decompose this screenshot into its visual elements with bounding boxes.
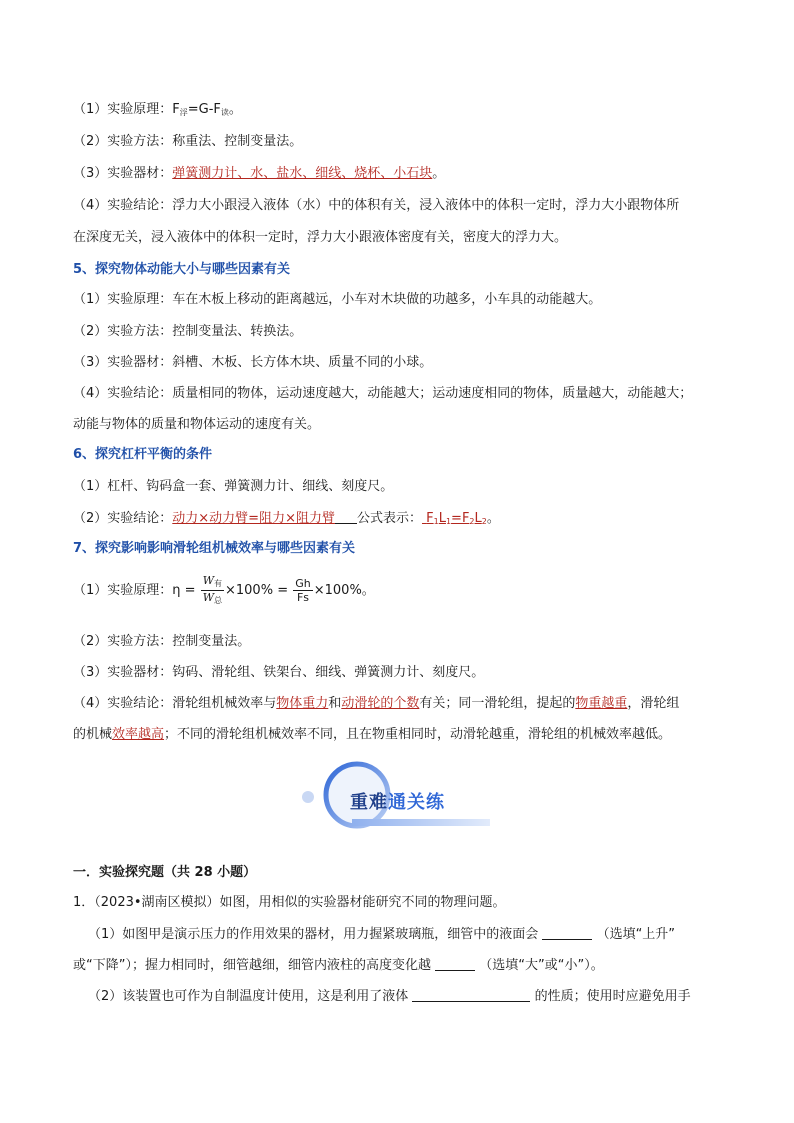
s4-method: （2）实验方法：称重法、控制变量法。: [73, 134, 303, 149]
answer-blank[interactable]: [435, 956, 475, 971]
s7-method: （2）实验方法：控制变量法。: [73, 634, 251, 649]
question-1-part-2: （2）该装置也可作为自制温度计使用，这是利用了液体 的性质；使用时应避免用手: [88, 989, 691, 1004]
answer-blank[interactable]: [542, 925, 592, 940]
s5-conclusion-line2: 动能与物体的质量和物体运动的速度有关。: [73, 417, 321, 432]
question-1-part-1-line2: 或“下降”）；握力相同时，细管越细，细管内液柱的高度变化越 （选填“大”或“小”）。: [73, 958, 604, 973]
s4-conclusion-line2: 在深度无关，浸入液体中的体积一定时，浮力大小跟液体密度有关，密度大的浮力大。: [73, 230, 568, 245]
s5-principle: （1）实验原理：车在木板上移动的距离越远，小车对木块做的功越多，小车具的动能越大。: [73, 292, 602, 307]
gh-fs-fraction: $\frac{Gh}{Fs}$: [295, 577, 311, 604]
exercise-heading: 一．实验探究题（共 28 小题）: [73, 865, 257, 880]
s4-equipment: （3）实验器材：弹簧测力计、水、盐水、细线、烧杯、小石块。: [73, 166, 446, 181]
answer-text: 弹簧测力计、水、盐水、细线、烧杯、小石块: [172, 166, 433, 181]
s6-equipment: （1）杠杆、钩码盒一套、弹簧测力计、细线、刻度尺。: [73, 479, 394, 494]
question-1-part-1-line1: （1）如图甲是演示压力的作用效果的器材，用力握紧玻璃瓶，细管中的液面会 （选填“上升”: [88, 927, 676, 942]
answer-text: 效率越高: [112, 727, 165, 742]
answer-text: 动力×动力臂=阻力×阻力臂: [172, 511, 335, 526]
formula-answer: $F_1L_1=F_2L_2$: [426, 511, 487, 526]
s6-conclusion: （2）实验结论：动力×动力臂=阻力×阻力臂 公式表示： $F_1L_1=F_2L_2$。: [73, 511, 500, 526]
answer-blank[interactable]: [412, 987, 530, 1002]
s4-conclusion-line1: （4）实验结论：浮力大小跟浸入液体（水）中的体积有关，浸入液体中的体积一定时，浮力大小跟物体所: [73, 198, 680, 213]
s5-equipment: （3）实验器材：斜槽、木板、长方体木块、质量不同的小球。: [73, 355, 433, 370]
banner-title: 重难通关练: [350, 792, 445, 813]
s5-title: 5、探究物体动能大小与哪些因素有关: [73, 262, 291, 277]
s7-title: 7、探究影响影响滑轮组机械效率与哪些因素有关: [73, 541, 356, 556]
s4-principle: （1）实验原理：$F_浮=G-F_读$。: [73, 102, 242, 117]
s5-method: （2）实验方法：控制变量法、转换法。: [73, 324, 303, 339]
s7-principle: （1）实验原理：η = $\frac{W_有}{W_总}$ ×100% = $\frac{Gh}{Fs}$ ×100%。: [73, 574, 375, 605]
answer-text: 物重越重: [575, 696, 628, 711]
s7-conclusion-line1: （4）实验结论：滑轮组机械效率与物体重力和动滑轮的个数有关；同一滑轮组，提起的物重越重，滑轮组: [73, 696, 680, 711]
s5-conclusion-line1: （4）实验结论：质量相同的物体，运动速度越大，动能越大；运动速度相同的物体，质量越大，动能越大；: [73, 386, 693, 401]
s7-equipment: （3）实验器材：钩码、滑轮组、铁架台、细线、弹簧测力计、刻度尺。: [73, 665, 485, 680]
s6-title: 6、探究杠杆平衡的条件: [73, 447, 213, 462]
s7-conclusion-line2: 的机械效率越高；不同的滑轮组机械效率不同，且在物重相同时，动滑轮越重，滑轮组的机械效率越低。: [73, 727, 672, 742]
answer-text: 动滑轮的个数: [341, 696, 420, 711]
efficiency-fraction: $\frac{W_有}{W_总}$: [202, 574, 222, 605]
question-1: 1．（2023•湖南区模拟）如图，用相似的实验器材能研究不同的物理问题。: [73, 895, 506, 910]
answer-text: 物体重力: [276, 696, 329, 711]
